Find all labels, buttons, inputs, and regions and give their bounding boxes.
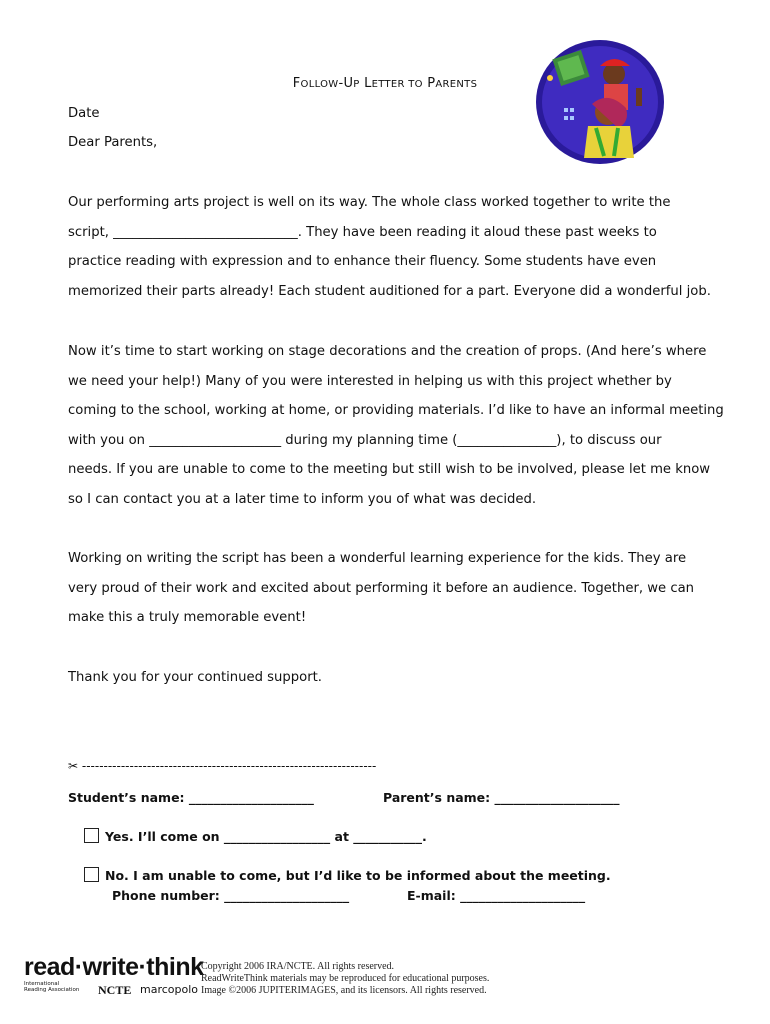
yes-option[interactable] (84, 822, 427, 852)
closing: Thank you for your continued support. (68, 670, 323, 685)
title-part: P (427, 76, 436, 91)
text-line: so I can contact you at a later time to inform you of what was decided. (68, 491, 537, 507)
text-line: very proud of their work and excited about performing it before an audience. Together, we can (68, 580, 695, 596)
text-line: Our performing arts project is well on its way. The whole class worked together to write the (68, 195, 671, 210)
text-line: needs. If you are unable to come to the meeting but still wish to be involved, please let me know (68, 462, 711, 477)
ncte-logo: NCTE (98, 983, 132, 997)
cut-line: ✂ -------------------------------------------------------------------- (68, 759, 377, 773)
marcopolo-logo: marcopolo (140, 983, 199, 996)
yes-option-label: Yes. I’ll come on _________________ at ___________. (105, 829, 427, 844)
text-line: make this a truly memorable event! (68, 610, 307, 625)
no-option-label: No. I am unable to come, but I’d like to be informed about the meeting. (105, 868, 611, 883)
paragraph-1 (68, 188, 711, 306)
ira-line-2: Reading Association (24, 987, 80, 993)
date-label: Date (68, 106, 100, 121)
text-line: coming to the school, working at home, or providing materials. I’d like to have an informal meeting (68, 403, 724, 418)
copyright-line: ReadWriteThink materials may be reproduced for educational purposes. (201, 973, 490, 984)
title-part: L (364, 76, 372, 91)
title-part: F (292, 76, 301, 91)
yes-checkbox[interactable] (84, 828, 99, 843)
phone-field[interactable]: Phone number: ____________________ (112, 888, 350, 903)
copyright-block (201, 961, 489, 997)
ira-logo (24, 981, 94, 993)
text-line: Working on writing the script has been a wonderful learning experience for the kids. They are (68, 551, 687, 566)
logo-text: read·write·think (24, 953, 204, 981)
title-part: P (353, 79, 360, 90)
salutation: Dear Parents, (68, 135, 158, 150)
title-part: ETTER TO (371, 79, 423, 90)
no-checkbox[interactable] (84, 867, 99, 882)
paragraph-3 (68, 544, 694, 633)
title-part: OLLOW (300, 79, 339, 90)
text-line: with you on ____________________ during my planning time (_______________), to discuss our (68, 432, 662, 448)
title-part: -U (338, 76, 354, 91)
parent-name-field[interactable]: Parent’s name: ____________________ (383, 790, 620, 805)
readwritethink-logo (24, 953, 204, 1000)
ira-line-1: International (24, 981, 60, 987)
text-line: Now it’s time to start working on stage decorations and the creation of props. (And here’s where (68, 344, 707, 359)
copyright-line: Copyright 2006 IRA/NCTE. All rights reserved. (201, 961, 395, 972)
text-line: practice reading with expression and to enhance their fluency. Some students have even (68, 254, 657, 269)
paragraph-2 (68, 337, 724, 514)
kids-illustration (534, 38, 666, 166)
text-line: memorized their parts already! Each student auditioned for a part. Everyone did a wonderful job. (68, 283, 711, 299)
text-line: we need your help!) Many of you were interested in helping us with this project whether by (68, 373, 672, 389)
student-name-field[interactable]: Student’s name: ____________________ (68, 790, 314, 805)
email-field[interactable]: E-mail: ____________________ (407, 888, 586, 903)
title-part: ARENTS (435, 79, 478, 90)
copyright-line: Image ©2006 JUPITERIMAGES, and its licensors. All rights reserved. (201, 985, 487, 996)
text-line: script, ____________________________. They have been reading it aloud these past weeks to (68, 224, 657, 240)
